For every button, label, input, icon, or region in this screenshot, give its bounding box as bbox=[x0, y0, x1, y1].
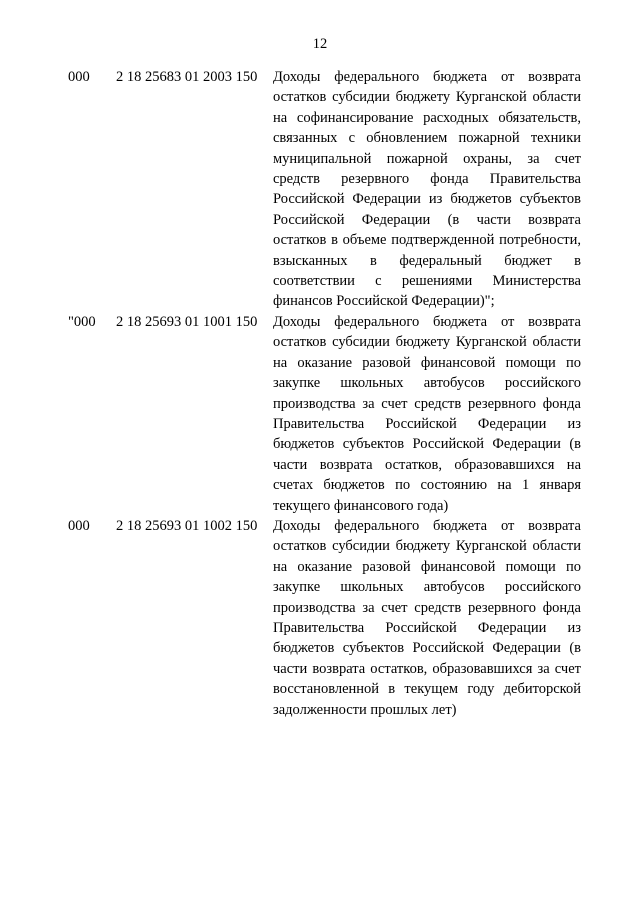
income-description-text: Доходы федерального бюджета от возврата остатков субсидии бюджету Курганской области на оказание разовой финансовой помощи по закупке школьных автобусов российского производства за счет средств резервного фонда Правительства Российской Федерации из бюджетов субъектов Российской Федерации (в части возврата остатков, образовавшихся на счетах бюджетов по состоянию на 1 января текущего финансового года) bbox=[273, 313, 581, 514]
admin-code: 000 bbox=[68, 517, 90, 534]
budget-code-entry bbox=[0, 312, 640, 516]
income-description bbox=[273, 516, 581, 720]
admin-code: 000 bbox=[68, 69, 90, 85]
budget-classification-code: 2 18 25693 01 1001 150 bbox=[116, 313, 258, 330]
admin-code: "000 bbox=[68, 313, 96, 330]
income-description bbox=[273, 67, 581, 312]
page-number: 12 bbox=[312, 36, 328, 52]
budget-code-list bbox=[0, 67, 640, 720]
budget-code-entry bbox=[0, 67, 640, 312]
income-description-text: Доходы федерального бюджета от возврата остатков субсидии бюджету Курганской области на софинансирование расходных обязательств, связанных с обновлением пожарной техники муниципальной пожарной охраны, за счет средств резервного фонда Правительства Российской Федерации из бюджетов субъектов Российской Федерации (в части возврата остатков в объеме подтвержденной потребности, взысканных в федеральный бюджет в соответствии с решениями Министерства финансов Российской Федерации)"; bbox=[273, 69, 581, 310]
budget-code-entry bbox=[0, 516, 640, 720]
income-description bbox=[273, 312, 581, 516]
budget-classification-code: 2 18 25683 01 2003 150 bbox=[116, 69, 258, 85]
income-description-text: Доходы федерального бюджета от возврата остатков субсидии бюджету Курганской области на оказание разовой финансовой помощи по закупке школьных автобусов российского производства за счет средств резервного фонда Правительства Российской Федерации из бюджетов субъектов Российской Федерации (в части возврата остатков, образовавшихся за счет восстановленной в текущем году дебиторской задолженности прошлых лет) bbox=[273, 517, 581, 718]
budget-classification-code: 2 18 25693 01 1002 150 bbox=[116, 517, 258, 534]
